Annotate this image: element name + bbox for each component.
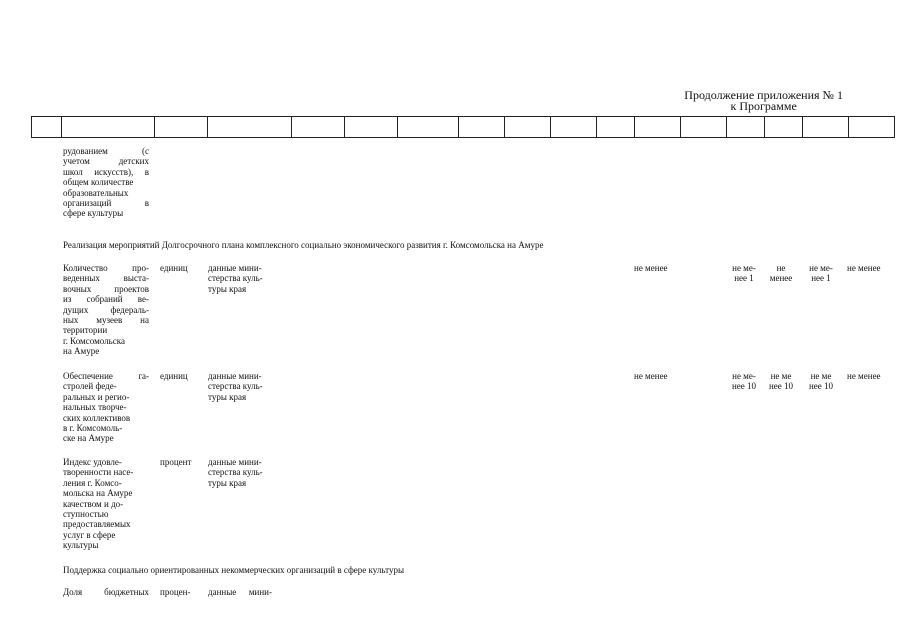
target-value: не ме нее 10 xyxy=(768,371,794,392)
indicator-source: данные мини- стерства куль- туры края xyxy=(208,263,263,294)
section-heading-nonprofit-support: Поддержка социально ориентированных некоммерческих организаций в сфере культуры xyxy=(63,565,404,575)
target-value: не ме- нее 1 xyxy=(809,263,833,284)
grid-cell xyxy=(681,117,727,138)
grid-cell xyxy=(459,117,505,138)
indicator-source: данные мини- стерства куль- туры края xyxy=(208,457,263,488)
grid-cell xyxy=(345,117,398,138)
grid-cell xyxy=(727,117,765,138)
grid-cell xyxy=(292,117,345,138)
previous-indicator-continuation: рудованием (с учетом детских школ искусств), в общем количестве образовательных организаций в сфере культуры xyxy=(63,146,149,219)
grid-cell xyxy=(398,117,459,138)
target-value: не ме- нее 1 xyxy=(732,263,756,284)
header-line-1: Продолжение приложения № 1 xyxy=(684,88,843,102)
indicator-name: Доля бюджетных xyxy=(63,587,149,597)
indicator-unit: процент xyxy=(160,457,192,467)
grid-cell xyxy=(551,117,597,138)
target-value: не ме- нее 10 xyxy=(731,371,757,392)
appendix-continuation-header xyxy=(684,90,843,112)
indicator-source: данные мини- стерства куль- туры края xyxy=(208,371,263,402)
header-line-2: к Программе xyxy=(730,99,797,113)
grid-cell xyxy=(597,117,635,138)
target-value: не менее xyxy=(847,371,881,381)
section-heading-development-plan: Реализация мероприятий Долгосрочного плана комплексного социально экономического развития г. Комсомольска на Амуре xyxy=(63,240,544,250)
grid-cell xyxy=(765,117,803,138)
target-value: не менее xyxy=(634,371,668,381)
indicator-name: Количество про- веденных выста- вочных проектов из собраний ве- дущих федераль- ных музеев на территории г. Комсомольска на Амуре xyxy=(63,263,149,357)
target-value: не менее xyxy=(769,263,793,284)
grid-cell xyxy=(803,117,849,138)
column-number-grid xyxy=(31,116,895,138)
indicator-name: Индекс удовле- творенности насе- ления г. Комсо- мольска на Амуре качеством и до- ступностью предоставляемых услуг в сфере культуры xyxy=(63,457,134,551)
grid-cell xyxy=(208,117,292,138)
indicator-unit: процен- xyxy=(160,587,191,597)
grid-cell xyxy=(62,117,155,138)
grid-cell xyxy=(155,117,208,138)
grid-cell xyxy=(849,117,895,138)
grid-cell xyxy=(505,117,551,138)
indicator-source: данные мини- xyxy=(208,587,272,597)
indicator-unit: единиц xyxy=(160,263,188,273)
indicator-unit: единиц xyxy=(160,371,188,381)
target-value: не ме нее 10 xyxy=(808,371,834,392)
indicator-name: Обеспечение га- стролей феде- ральных и регио- нальных творче- ских коллективов в г. Комсомоль- ске на Амуре xyxy=(63,371,149,444)
grid-cell xyxy=(635,117,681,138)
target-value: не менее xyxy=(847,263,881,273)
grid-cell xyxy=(32,117,62,138)
target-value: не менее xyxy=(634,263,668,273)
